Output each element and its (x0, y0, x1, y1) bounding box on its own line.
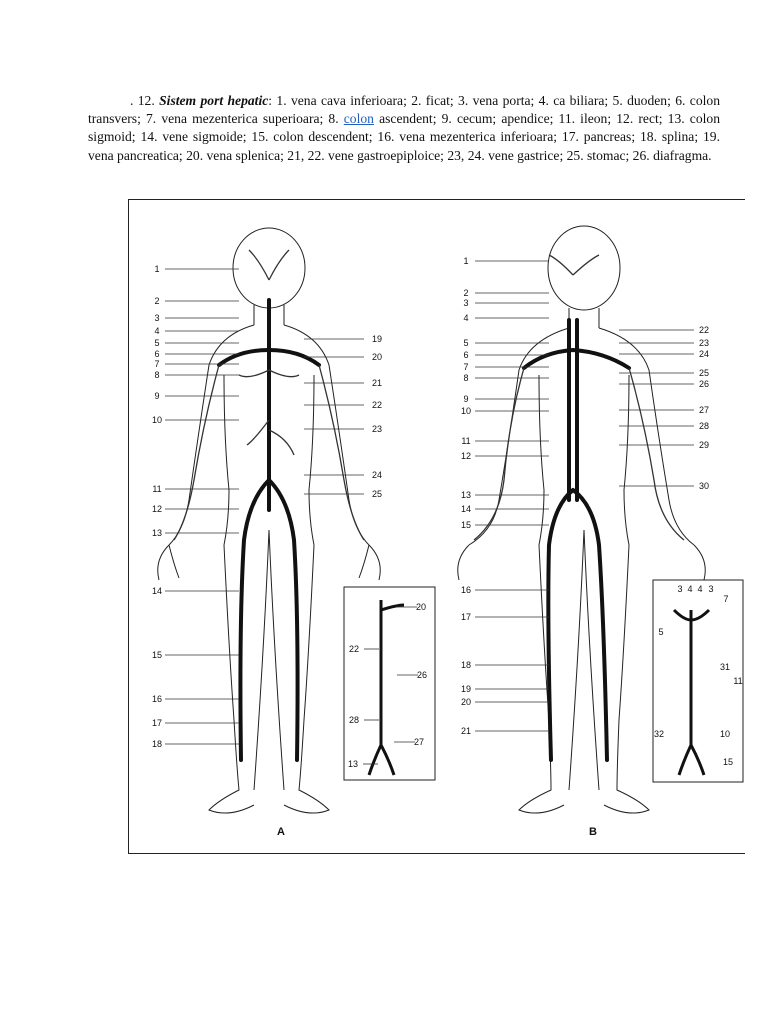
panel-a-label-4: 4 (154, 326, 160, 336)
panel-a-label-5: 5 (154, 338, 160, 348)
panel-a-label-25: 25 (372, 489, 383, 499)
panel-b-label: B (589, 826, 597, 838)
panel-b-label-27: 27 (699, 405, 710, 415)
caption-lead: . 12. (130, 93, 155, 108)
anatomy-figure (128, 199, 745, 854)
vascular-diagram (129, 200, 745, 853)
panel-b-label-30: 30 (699, 481, 710, 491)
panel-a-label-17: 17 (151, 718, 163, 728)
panel-b-inset-label-3: 3 (708, 584, 714, 594)
caption-text-2: ascendent; 9. cecum; apendice; 11. ileon; 12. rect; 13. colon sigmoid; 14. vene sigmoide; 15. colon descendent; 16. vena mezenterica inferioara; 17. pancreas; 18. splina; 19. vena pancreatica; 20. vena splenica; 21, 22. vene gastroepiploice; 23, 24. vene gastrice; 25. stomac; 26. diafragma. (88, 111, 720, 163)
panel-b-inset-label-32: 32 (653, 729, 665, 739)
panel-b-label-20: 20 (460, 697, 472, 707)
panel-b-label-21: 21 (460, 726, 472, 736)
panel-b-label-22: 22 (699, 325, 710, 335)
panel-a-inset-label-27: 27 (413, 737, 425, 747)
panel-a-inset-label-26: 26 (416, 670, 428, 680)
panel-b-label-4: 4 (463, 313, 469, 323)
panel-b-inset-label-15: 15 (722, 757, 734, 767)
panel-a-label: A (277, 826, 285, 838)
panel-b-label-13: 13 (460, 490, 472, 500)
panel-a-label-2: 2 (154, 296, 160, 306)
caption-title: Sistem port hepatic (159, 93, 269, 108)
panel-b-inset-label-31: 31 (719, 662, 731, 672)
panel-a-label-14: 14 (151, 586, 163, 596)
panel-b-inset-label-7: 7 (723, 594, 729, 604)
panel-a-label-15: 15 (151, 650, 163, 660)
panel-a-label-22: 22 (372, 400, 383, 410)
panel-a-label-1: 1 (154, 264, 160, 274)
panel-a-label-8: 8 (154, 370, 160, 380)
colon-link[interactable]: colon (343, 111, 374, 127)
panel-b-label-18: 18 (460, 660, 472, 670)
panel-b-label-5: 5 (463, 338, 469, 348)
panel-b-label-29: 29 (699, 440, 710, 450)
panel-b-label-9: 9 (463, 394, 469, 404)
panel-b-label-17: 17 (460, 612, 472, 622)
panel-b-label-7: 7 (463, 362, 469, 372)
panel-b-inset-label-10: 10 (719, 729, 731, 739)
panel-b-label-2: 2 (463, 288, 469, 298)
panel-a-label-11: 11 (152, 484, 162, 494)
panel-a-label-23: 23 (372, 424, 383, 434)
panel-b-inset-label-11: 11 (733, 676, 743, 686)
panel-a-label-13: 13 (151, 528, 163, 538)
panel-a-label-20: 20 (372, 352, 383, 362)
panel-b-label-11: 11 (461, 436, 471, 446)
panel-a-inset-label-13: 13 (347, 759, 359, 769)
panel-a-label-3: 3 (154, 313, 160, 323)
panel-a-label-18: 18 (151, 739, 163, 749)
panel-a-inset-label-28: 28 (348, 715, 360, 725)
inset-b (653, 580, 743, 782)
panel-a-label-19: 19 (372, 334, 383, 344)
caption-paragraph (88, 92, 720, 165)
panel-b-label-6: 6 (463, 350, 469, 360)
panel-b-label-24: 24 (699, 349, 710, 359)
panel-b-label-23: 23 (699, 338, 710, 348)
panel-a-label-24: 24 (372, 470, 383, 480)
panel-a-label-9: 9 (154, 391, 160, 401)
panel-a-label-16: 16 (151, 694, 163, 704)
inset-a (344, 587, 435, 780)
panel-b-label-15: 15 (460, 520, 472, 530)
panel-b-label-3: 3 (463, 298, 469, 308)
panel-b-label-16: 16 (460, 585, 472, 595)
panel-b-inset-label-4: 4 (697, 584, 703, 594)
panel-a-label-6: 6 (154, 349, 160, 359)
panel-b-label-26: 26 (699, 379, 710, 389)
caption-text-1: : 1. vena cava inferioara; 2. ficat; 3. vena porta; 4. ca biliara; 5. duoden; 6. colon transvers; 7. vena mezenterica superioara; 8. (88, 93, 720, 127)
panel-b-label-25: 25 (699, 368, 710, 378)
panel-b-inset-label-3: 3 (677, 584, 683, 594)
panel-b-label-12: 12 (460, 451, 472, 461)
panel-b-label-19: 19 (460, 684, 472, 694)
panel-b-label-28: 28 (699, 421, 710, 431)
panel-b-inset-label-5: 5 (658, 627, 664, 637)
panel-a-label-7: 7 (154, 359, 160, 369)
panel-a-inset-label-20: 20 (415, 602, 427, 612)
panel-a-label-10: 10 (151, 415, 163, 425)
panel-b-label-10: 10 (460, 406, 472, 416)
panel-b-label-1: 1 (463, 256, 469, 266)
panel-a-label-12: 12 (151, 504, 163, 514)
panel-b-label-14: 14 (460, 504, 472, 514)
panel-a-label-21: 21 (372, 378, 383, 388)
panel-b-label-8: 8 (463, 373, 469, 383)
panel-a-inset-label-22: 22 (348, 644, 360, 654)
panel-b-inset-label-4: 4 (687, 584, 693, 594)
